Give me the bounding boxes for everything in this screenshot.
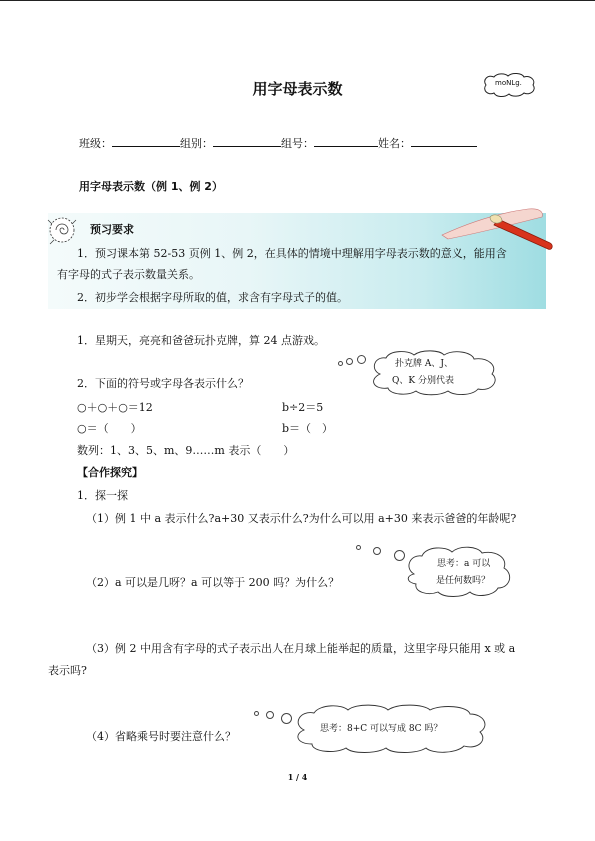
equation-row2-left: ○＝（ ） [77, 422, 142, 435]
sequence-question: 数列：1、3、5、m、9……m 表示（ ） [77, 444, 295, 457]
thought-dot [281, 713, 292, 724]
group-no-field[interactable] [314, 135, 378, 147]
question-2: 2．下面的符号或字母各表示什么？ [77, 377, 249, 390]
name-field[interactable] [411, 135, 477, 147]
preview-item2: 2．初步学会根据字母所取的值，求含有字母式子的值。 [77, 291, 348, 304]
explore-question-1: （1）例 1 中 a 表示什么?a+30 又表示什么?为什么可以用 a+30 来表示爸爸的年龄呢? [86, 512, 517, 525]
section-heading: 用字母表示数（例 1、例 2） [79, 180, 223, 193]
explore-question-4: （4）省略乘号时要注意什么？ [86, 730, 236, 743]
equation-row1-left: ○＋○＋○＝12 [77, 401, 153, 414]
thought-dot [266, 711, 274, 719]
explore-subheading: 1．探一探 [77, 489, 128, 502]
group-field[interactable] [213, 135, 281, 147]
thought-dot [254, 711, 259, 716]
explore-question-2: （2）a 可以是几呀？a 可以等于 200 吗？为什么？ [86, 576, 340, 589]
preview-item1-line1: 1．预习课本第 52-53 页例 1、例 2，在具体的情境中理解用字母表示数的意义，能用含 [77, 247, 507, 260]
stamp-text: moNLg. [495, 79, 522, 87]
thought-dot [356, 545, 361, 550]
cloud2-line2: 是任何数吗？ [436, 576, 491, 586]
explore-question-3-line2: 表示吗? [48, 664, 87, 677]
page-title: 用字母表示数 [252, 80, 343, 98]
thought-cloud [404, 546, 514, 598]
form-line [79, 135, 477, 151]
top-border [0, 0, 595, 1]
thought-dot [338, 361, 343, 366]
question-1: 1．星期天，亮亮和爸爸玩扑克牌，算 24 点游戏。 [77, 334, 325, 347]
class-field[interactable] [112, 135, 180, 147]
cloud1-line2: Q、K 分别代表 [392, 376, 454, 386]
stamp-decoration [480, 72, 538, 98]
explore-heading: 【合作探究】 [77, 466, 143, 479]
thought-dot [373, 547, 381, 555]
preview-item1-line2: 有字母的式子表示数量关系。 [57, 268, 200, 281]
name-label: 姓名： [378, 137, 411, 150]
equation-row1-right: b÷2＝5 [282, 401, 324, 414]
equation-row2-right: b＝（ ） [282, 422, 334, 435]
cloud3-line1: 思考：8+C 可以写成 8C 吗？ [320, 724, 443, 734]
page-number: 1 / 4 [287, 772, 308, 782]
cloud2-line1: 思考：a 可以 [437, 559, 491, 569]
thought-dot [346, 358, 353, 365]
group-label: 组别： [180, 137, 213, 150]
group-no-label: 组号： [281, 137, 314, 150]
preview-title: 预习要求 [90, 223, 134, 236]
explore-question-3-line1: （3）例 2 中用含有字母的式子表示出人在月球上能举起的质量，这里字母只能用 x 或 a [86, 642, 516, 655]
cloud1-line1: 扑克牌 A、J、 [395, 359, 453, 369]
class-label: 班级： [79, 137, 112, 150]
thought-dot [357, 355, 366, 364]
swirl-icon [44, 214, 80, 246]
